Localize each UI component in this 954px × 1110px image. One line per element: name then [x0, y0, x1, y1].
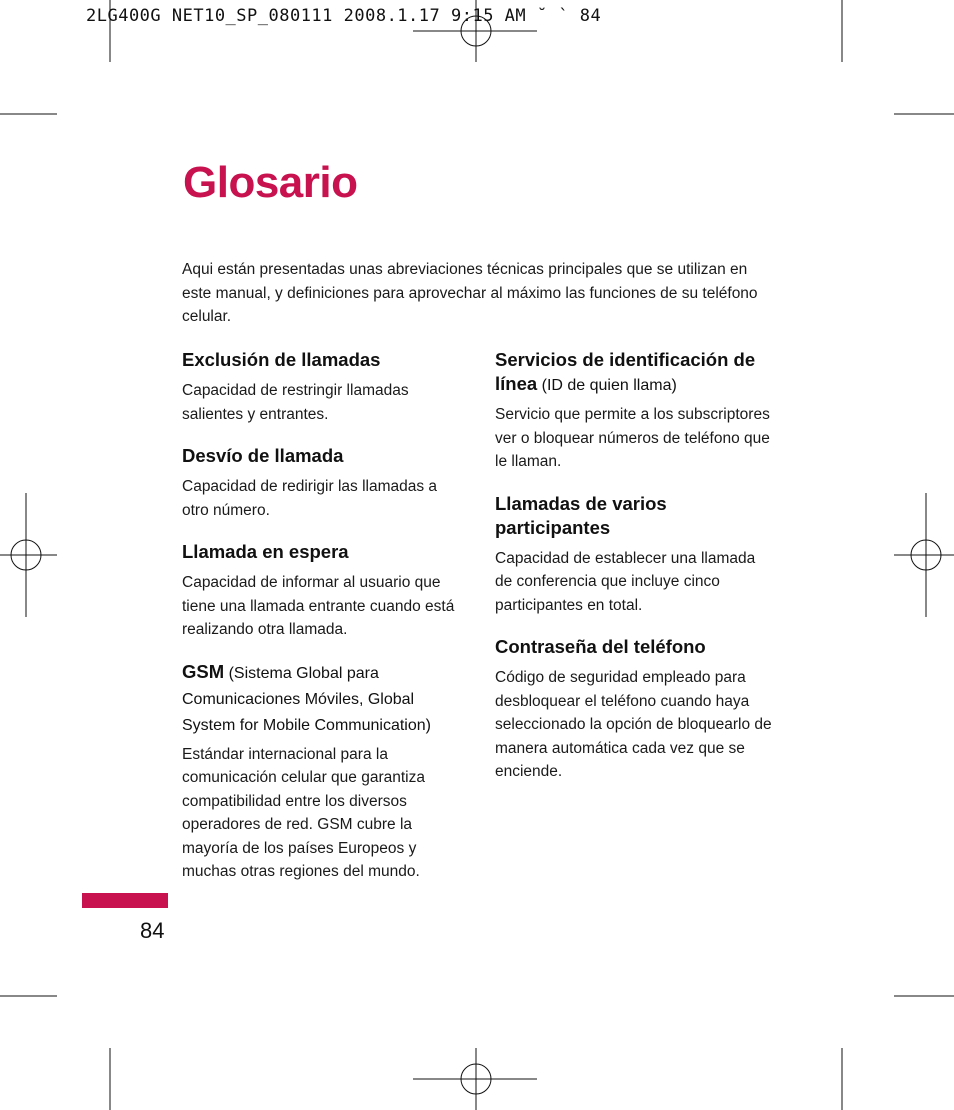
glossary-term: Llamadas de varios participantes: [495, 492, 667, 538]
glossary-entry: [495, 492, 775, 618]
glossary-entry: [182, 540, 457, 642]
glossary-term: Llamada en espera: [182, 541, 349, 562]
page-title: Glosario: [183, 158, 358, 207]
glossary-term: Servicios de identificación de línea (ID de quien llama): [495, 349, 756, 394]
glossary-term: GSM (Sistema Global para Comunicaciones Móviles, Global System for Mobile Communication): [182, 660, 431, 734]
glossary-definition: Capacidad de restringir llamadas salientes y entrantes.: [182, 382, 409, 423]
glossary-term: Desvío de llamada: [182, 445, 344, 466]
glossary-entry: [495, 348, 775, 474]
glossary-definition: Servicio que permite a los subscriptores ver o bloquear números de teléfono que le llaman.: [495, 406, 770, 470]
glossary-definition: Código de seguridad empleado para desbloquear el teléfono cuando haya seleccionado la opción de bloquearlo de manera automática cada vez que se enciende.: [495, 669, 772, 780]
glossary-definition: Estándar internacional para la comunicación celular que garantiza compatibilidad entre los diversos operadores de red. GSM cubre la mayoría de los países Europeos y muchas otras regiones del mundo.: [182, 745, 425, 880]
glossary-term: Contraseña del teléfono: [495, 636, 706, 657]
glossary-definition: Capacidad de redirigir las llamadas a otro número.: [182, 478, 438, 519]
glossary-left-column: [182, 348, 457, 902]
print-header: 2LG400G NET10_SP_080111 2008.1.17 9:15 AM ˘ ` 84: [86, 6, 602, 26]
glossary-entry: [182, 444, 457, 522]
glossary-entry: [182, 348, 457, 426]
glossary-entry: [495, 635, 775, 784]
glossary-definition: Capacidad de establecer una llamada de conferencia que incluye cinco participantes en total.: [495, 549, 756, 614]
glossary-term: Exclusión de llamadas: [182, 349, 381, 370]
glossary-right-column: [495, 348, 775, 802]
glossary-entry: [182, 660, 457, 884]
page-accent-bar: [82, 893, 168, 908]
glossary-definition: Capacidad de informar al usuario que tiene una llamada entrante cuando está realizando otra llamada.: [182, 574, 455, 638]
page-number: 84: [140, 918, 165, 943]
intro-paragraph: Aqui están presentadas unas abreviaciones técnicas principales que se utilizan en este manual, y definiciones para aprovechar al máximo las funciones de su teléfono celular.: [182, 261, 758, 325]
